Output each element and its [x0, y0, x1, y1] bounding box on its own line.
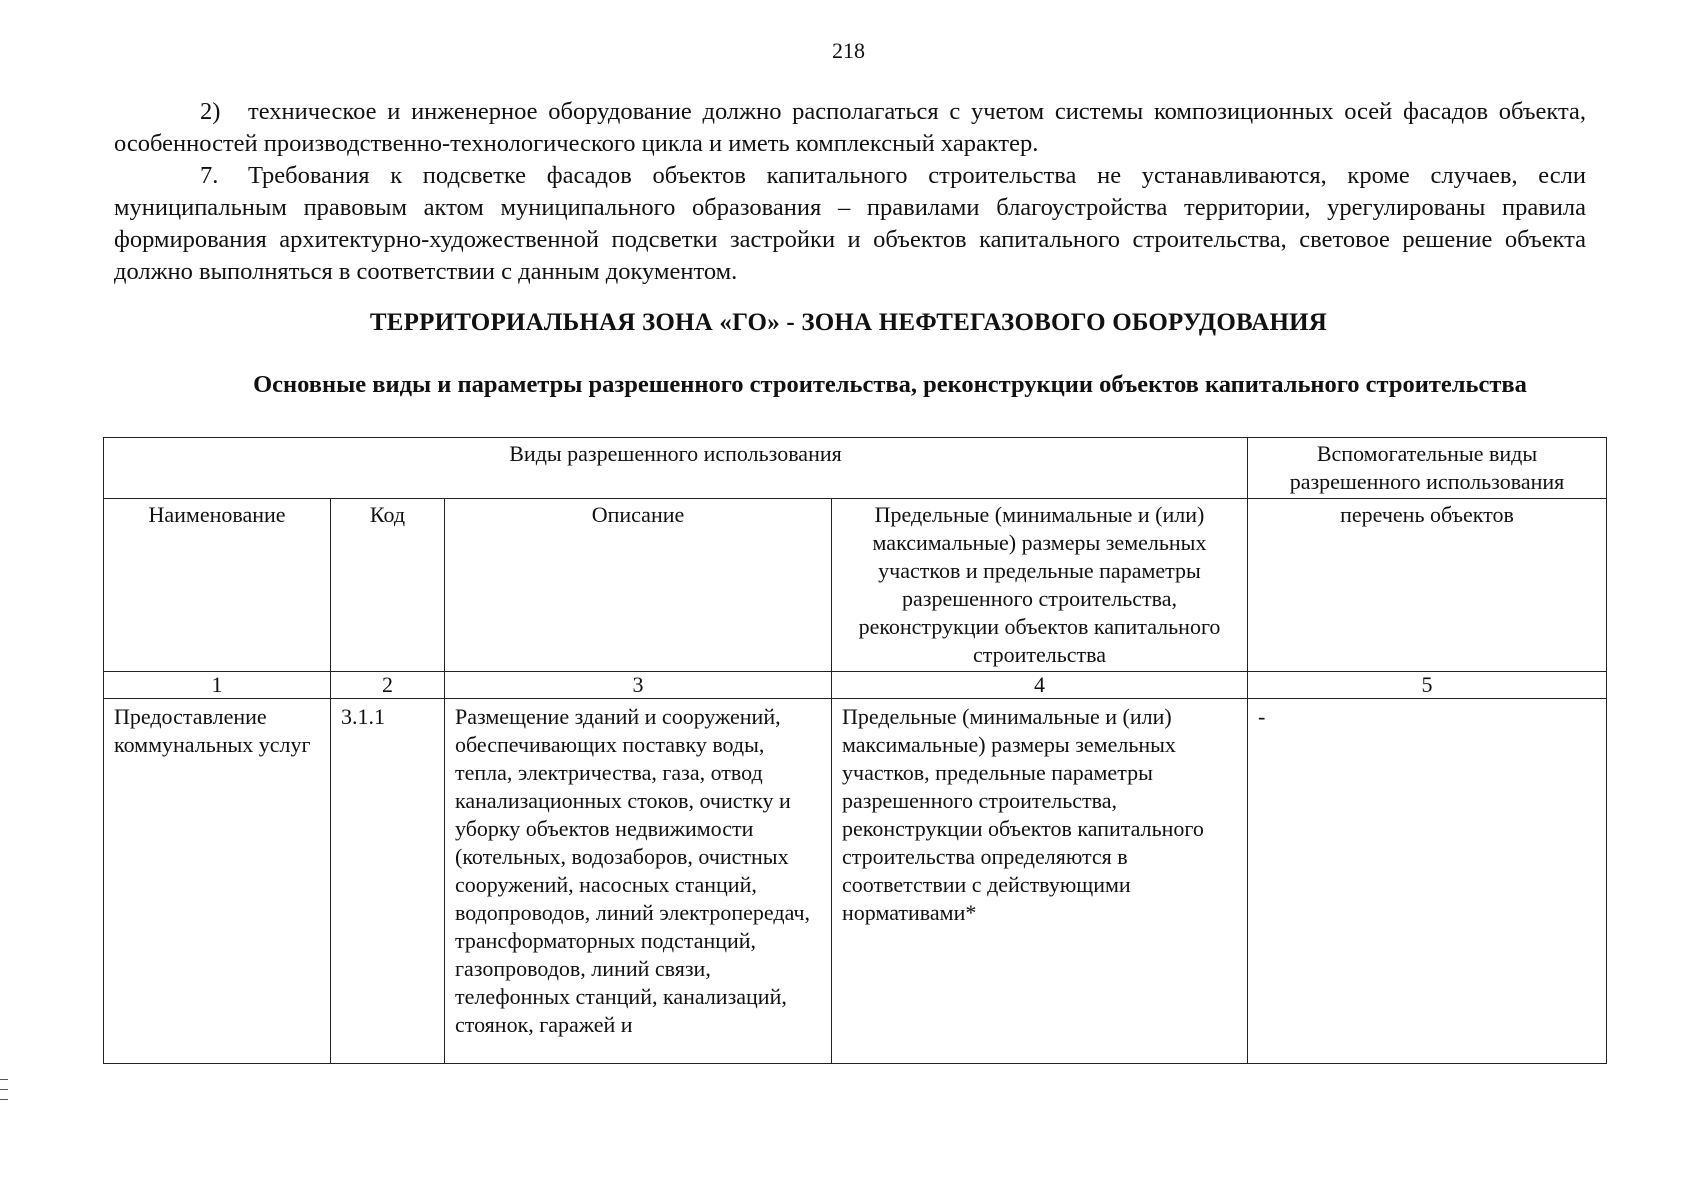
- column-header-code: Код: [331, 499, 445, 672]
- column-number: 2: [331, 672, 445, 699]
- column-number: 4: [832, 672, 1248, 699]
- group-header-main: Виды разрешенного использования: [104, 438, 1248, 499]
- group-header-auxiliary: Вспомогательные виды разрешенного использования: [1248, 438, 1607, 499]
- paragraph-item-2: [114, 96, 1586, 160]
- column-header-objects: перечень объектов: [1248, 499, 1607, 672]
- cell-auxiliary: -: [1248, 699, 1607, 1064]
- paragraph-number: 2): [200, 98, 221, 125]
- paragraph-text: техническое и инженерное оборудование должно располагаться с учетом системы композиционных осей фасадов объекта, особенностей производственно-технологического цикла и иметь комплексный характер.: [114, 98, 1586, 157]
- column-header-description: Описание: [445, 499, 832, 672]
- scan-margin-mark: [0, 1099, 8, 1100]
- table-group-header-row: [104, 438, 1607, 499]
- cell-name: Предоставление коммунальных услуг: [104, 699, 331, 1064]
- page-number: 218: [832, 38, 865, 63]
- column-number: 3: [445, 672, 832, 699]
- table-row: [104, 699, 1607, 1064]
- paragraph-number: 7.: [200, 162, 219, 189]
- table-column-numbers-row: [104, 672, 1607, 699]
- cell-code: 3.1.1: [331, 699, 445, 1064]
- column-number: 1: [104, 672, 331, 699]
- zone-table: [103, 437, 1607, 1064]
- scan-margin-mark: [0, 1089, 8, 1090]
- paragraph-item-7: [114, 160, 1586, 288]
- table-header-row: [104, 499, 1607, 672]
- cell-description: Размещение зданий и сооружений, обеспечивающих поставку воды, тепла, электричества, газа, отвод канализационных стоков, очистку и уборку объектов недвижимости (котельных, водозаборов, очистных сооружений, насосных станций, водопроводов, линий электропередач, трансформаторных подстанций, газопроводов, линий связи, телефонных станций, канализаций, стоянок, гаражей и: [445, 699, 832, 1064]
- cell-parameters: Предельные (минимальные и (или) максимальные) размеры земельных участков, предельные параметры разрешенного строительства, реконструкции объектов капитального строительства определяются в соответствии с действующими нормативами*: [832, 699, 1248, 1064]
- column-header-parameters: Предельные (минимальные и (или) максимальные) размеры земельных участков и предельные параметры разрешенного строительства, реконструкции объектов капитального строительства: [832, 499, 1248, 672]
- column-number: 5: [1248, 672, 1607, 699]
- zone-title: ТЕРРИТОРИАЛЬНАЯ ЗОНА «ГО» - ЗОНА НЕФТЕГАЗОВОГО ОБОРУДОВАНИЯ: [369, 309, 1328, 336]
- paragraph-text: Требования к подсветке фасадов объектов капитального строительства не устанавливаются, кроме случаев, если муниципальным правовым актом муниципального образования – правилами благоустройства территории, урегулированы правила формирования архитектурно-художественной подсветки застройки и объектов капитального строительства, световое решение объекта должно выполняться в соответствии с данным документом.: [114, 162, 1586, 285]
- scan-margin-mark: [0, 1079, 8, 1080]
- section-title: Основные виды и параметры разрешенного строительства, реконструкции объектов капитального строительства: [253, 371, 1527, 398]
- column-header-name: Наименование: [104, 499, 331, 672]
